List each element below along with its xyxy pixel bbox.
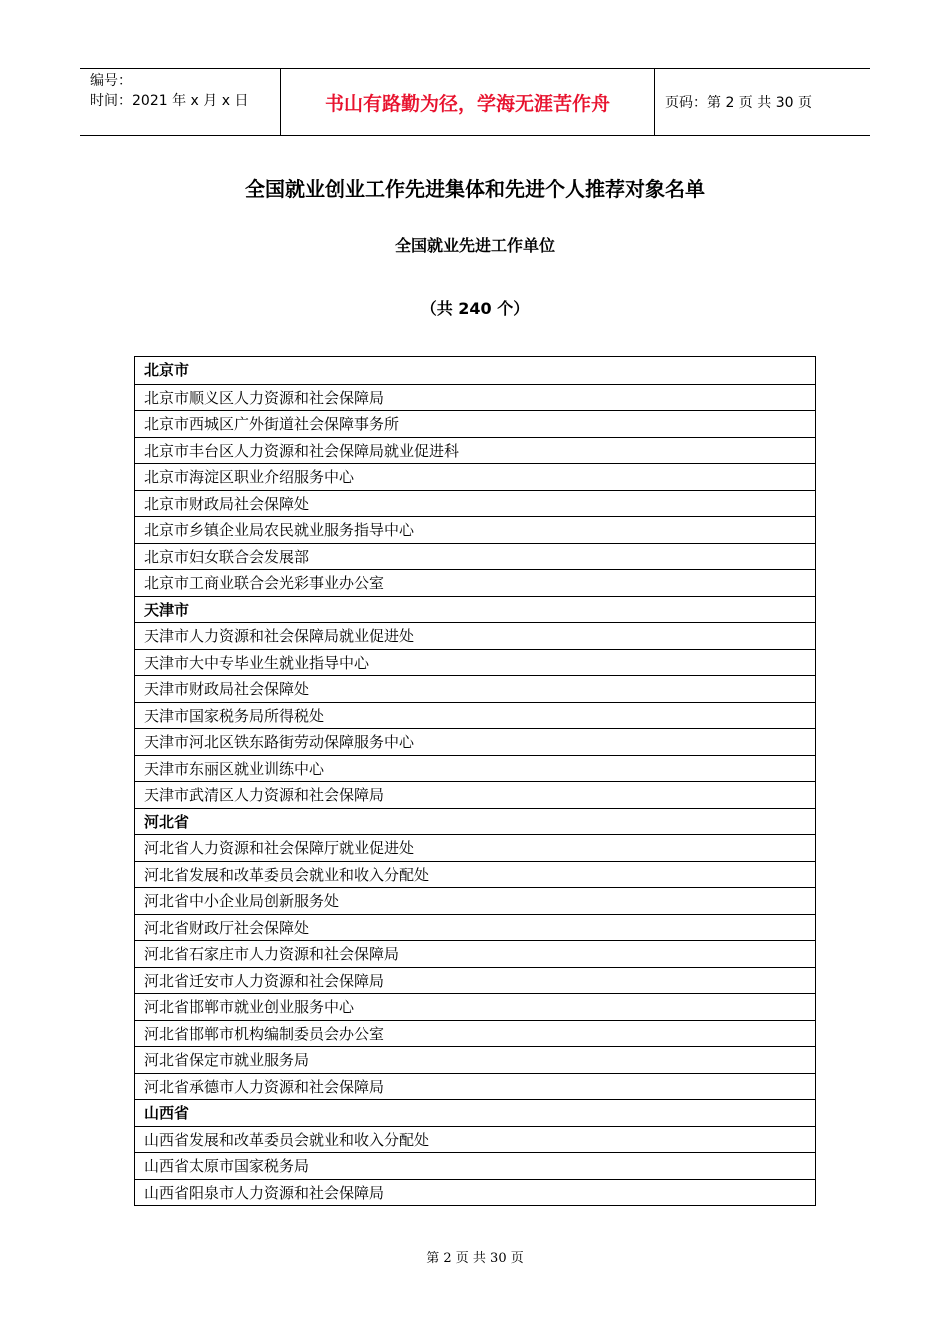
unit-row: 河北省保定市就业服务局 bbox=[135, 1046, 815, 1073]
page-footer: 第 2 页 共 30 页 bbox=[426, 1251, 524, 1266]
unit-row: 河北省发展和改革委员会就业和收入分配处 bbox=[135, 861, 815, 888]
unit-row: 天津市人力资源和社会保障局就业促进处 bbox=[135, 622, 815, 649]
unit-row: 河北省承德市人力资源和社会保障局 bbox=[135, 1073, 815, 1100]
unit-row: 河北省人力资源和社会保障厅就业促进处 bbox=[135, 834, 815, 861]
number-label: 编号： bbox=[90, 73, 132, 89]
time-label: 时间：2021 年 x 月 x 日 bbox=[90, 93, 249, 109]
unit-list-table bbox=[134, 356, 816, 1206]
page-header bbox=[80, 68, 870, 136]
unit-row: 河北省邯郸市就业创业服务中心 bbox=[135, 993, 815, 1020]
page-code: 页码：第 2 页 共 30 页 bbox=[665, 95, 812, 111]
unit-row: 北京市财政局社会保障处 bbox=[135, 490, 815, 517]
document-title: 全国就业创业工作先进集体和先进个人推荐对象名单 bbox=[245, 177, 705, 201]
motto: 书山有路勤为径，学海无涯苦作舟 bbox=[324, 92, 610, 115]
unit-row: 河北省财政厅社会保障处 bbox=[135, 914, 815, 941]
unit-row: 北京市乡镇企业局农民就业服务指导中心 bbox=[135, 516, 815, 543]
total-count: （共 240 个） bbox=[420, 299, 530, 318]
unit-row: 北京市西城区广外街道社会保障事务所 bbox=[135, 410, 815, 437]
unit-row: 天津市武清区人力资源和社会保障局 bbox=[135, 781, 815, 808]
unit-row: 天津市财政局社会保障处 bbox=[135, 675, 815, 702]
unit-row: 天津市大中专毕业生就业指导中心 bbox=[135, 649, 815, 676]
unit-row: 河北省中小企业局创新服务处 bbox=[135, 887, 815, 914]
unit-row: 山西省太原市国家税务局 bbox=[135, 1152, 815, 1179]
unit-row: 河北省迁安市人力资源和社会保障局 bbox=[135, 967, 815, 994]
province-header-row: 河北省 bbox=[135, 808, 815, 835]
header-meta-cell bbox=[80, 69, 281, 135]
unit-row: 北京市工商业联合会光彩事业办公室 bbox=[135, 569, 815, 596]
unit-row: 山西省发展和改革委员会就业和收入分配处 bbox=[135, 1126, 815, 1153]
unit-row: 北京市妇女联合会发展部 bbox=[135, 543, 815, 570]
header-page-cell bbox=[655, 69, 870, 135]
unit-row: 天津市东丽区就业训练中心 bbox=[135, 755, 815, 782]
unit-row: 山西省阳泉市人力资源和社会保障局 bbox=[135, 1179, 815, 1206]
header-motto-cell bbox=[281, 69, 655, 135]
province-header-row: 山西省 bbox=[135, 1099, 815, 1126]
unit-row: 天津市河北区铁东路街劳动保障服务中心 bbox=[135, 728, 815, 755]
document-subtitle: 全国就业先进工作单位 bbox=[394, 236, 555, 255]
unit-row: 河北省石家庄市人力资源和社会保障局 bbox=[135, 940, 815, 967]
unit-row: 北京市丰台区人力资源和社会保障局就业促进科 bbox=[135, 437, 815, 464]
province-header-row: 天津市 bbox=[135, 596, 815, 623]
province-header-row: 北京市 bbox=[144, 361, 190, 379]
unit-row: 北京市海淀区职业介绍服务中心 bbox=[135, 463, 815, 490]
unit-row: 天津市国家税务局所得税处 bbox=[135, 702, 815, 729]
unit-row: 河北省邯郸市机构编制委员会办公室 bbox=[135, 1020, 815, 1047]
unit-row: 北京市顺义区人力资源和社会保障局 bbox=[135, 384, 815, 411]
